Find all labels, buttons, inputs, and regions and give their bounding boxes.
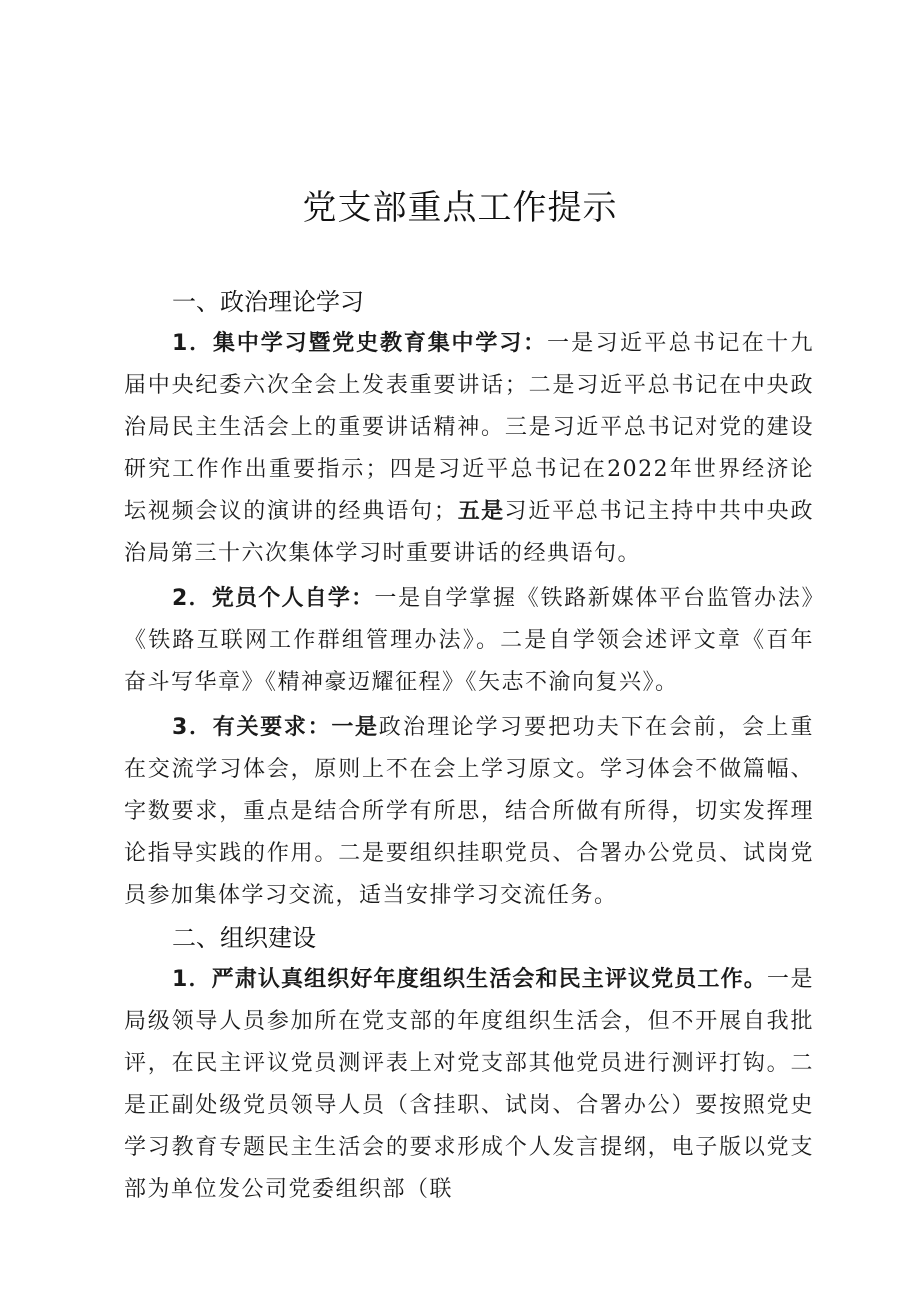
- paragraph-text: 一是局级领导人员参加所在党支部的年度组织生活会，但不开展自我批评，在民主评议党员测评表上对党支部其他党员进行测评打钩。二是正副处级党员领导人员（含挂职、试岗、合署办公）要按照党史学习教育专题民主生活会的要求形成个人发言提纲，电子版以党支部为单位发公司党委组织部（联: [124, 967, 814, 1202]
- paragraph-lead: 1．集中学习暨党史教育集中学习：: [172, 331, 547, 356]
- paragraph-organization-life: [124, 959, 814, 1211]
- paragraph-self-study: [124, 578, 814, 704]
- paragraph-text-2: 习近平总书记主持中共中央政治局第三十六次集体学习时重要讲话的经典语句。: [124, 499, 814, 566]
- paragraph-text: 一是习近平总书记在十九届中央纪委六次全会上发表重要讲话；二是习近平总书记在中央政治局民主生活会上的重要讲话精神。三是习近平总书记对党的建设研究工作作出重要指示；四是习近平总书记在2022年世界经济论坛视频会议的演讲的经典语句；: [124, 331, 814, 524]
- paragraph-lead: 2．党员个人自学：: [172, 586, 375, 611]
- section-heading-organization: 二、组织建设: [172, 924, 316, 952]
- page-title: 党支部重点工作提示: [302, 188, 618, 228]
- paragraph-text: 一是自学掌握《铁路新媒体平台监管办法》《铁路互联网工作群组管理办法》。二是自学领会述评文章《百年奋斗写华章》《精神豪迈耀征程》《矢志不渝向复兴》。: [124, 586, 814, 695]
- paragraph-lead-2: 五是: [457, 499, 505, 524]
- paragraph-requirements: [124, 707, 814, 917]
- paragraph-text: 政治理论学习要把功夫下在会前，会上重在交流学习体会，原则上不在会上学习原文。学习体会不做篇幅、字数要求，重点是结合所学有所思，结合所做有所得，切实发挥理论指导实践的作用。二是要组织挂职党员、合署办公党员、试岗党员参加集体学习交流，适当安排学习交流任务。: [124, 715, 814, 908]
- paragraph-lead: 1．严肃认真组织好年度组织生活会和民主评议党员工作。: [172, 967, 767, 992]
- paragraph-centralized-study: [124, 323, 814, 575]
- paragraph-lead: 3．有关要求：一是: [172, 715, 379, 740]
- document-body: [124, 281, 814, 1211]
- section-heading-political-study: 一、政治理论学习: [172, 288, 364, 316]
